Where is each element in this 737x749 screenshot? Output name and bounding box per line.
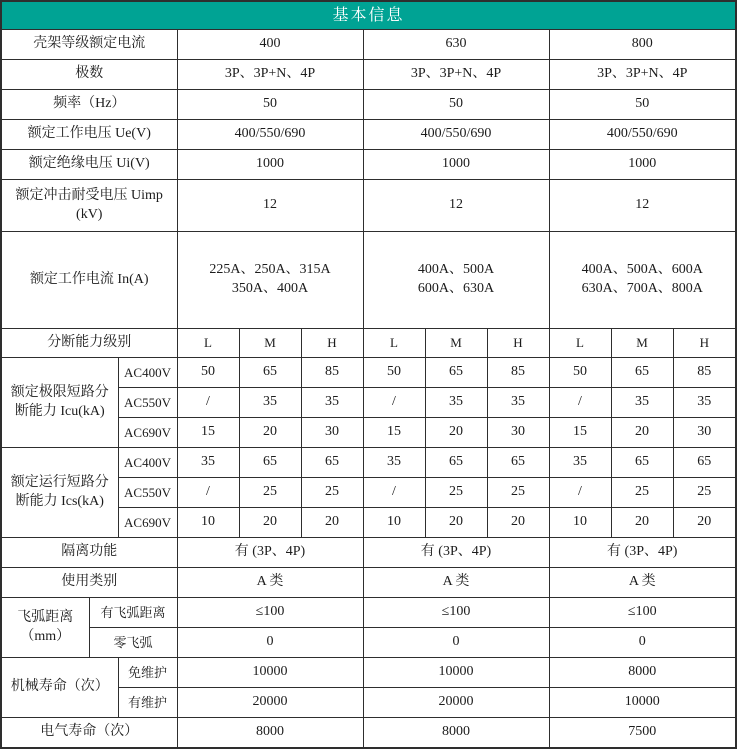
- ics-value: 65: [425, 448, 487, 478]
- ics-value: 25: [425, 478, 487, 508]
- uimp-value: 12: [177, 180, 363, 232]
- uimp-value: 12: [549, 180, 736, 232]
- level-cell: L: [177, 329, 239, 358]
- icu-value: 85: [673, 358, 736, 388]
- ics-sub-label: AC550V: [118, 478, 177, 508]
- icu-sub-label: AC550V: [118, 388, 177, 418]
- row-elec-life: [1, 718, 736, 749]
- row-mech-maintfree: [1, 658, 736, 688]
- ics-value: 65: [487, 448, 549, 478]
- in-current-value: [363, 232, 549, 329]
- row-category: [1, 568, 736, 598]
- row-label-uimp: [1, 180, 177, 232]
- ics-value: 10: [177, 508, 239, 538]
- frame-current-value: 800: [549, 30, 736, 60]
- row-label-ics: 额定运行短路分断能力 Ics(kA): [1, 448, 118, 538]
- ics-value: 65: [301, 448, 363, 478]
- icu-value: 15: [363, 418, 425, 448]
- elec-value: 8000: [363, 718, 549, 749]
- ui-value: 1000: [549, 150, 736, 180]
- icu-value: 50: [177, 358, 239, 388]
- row-label-ui: 额定绝缘电压 Ui(V): [1, 150, 177, 180]
- level-cell: H: [301, 329, 363, 358]
- row-ui: [1, 150, 736, 180]
- ics-sub-label: AC400V: [118, 448, 177, 478]
- ics-value: 65: [239, 448, 301, 478]
- ics-value: 25: [487, 478, 549, 508]
- icu-value: 35: [673, 388, 736, 418]
- ue-value: 400/550/690: [549, 120, 736, 150]
- row-frame-current: [1, 30, 736, 60]
- icu-sub-label: AC400V: [118, 358, 177, 388]
- mech-value: 8000: [549, 658, 736, 688]
- level-cell: H: [673, 329, 736, 358]
- icu-value: 15: [549, 418, 611, 448]
- level-cell: M: [611, 329, 673, 358]
- ics-value: 35: [549, 448, 611, 478]
- icu-value: 20: [425, 418, 487, 448]
- ics-sub-label: AC690V: [118, 508, 177, 538]
- row-in-current: [1, 232, 736, 329]
- in-current-value: [177, 232, 363, 329]
- row-label-in-current: 额定工作电流 In(A): [1, 232, 177, 329]
- row-frequency: [1, 90, 736, 120]
- row-uimp: [1, 180, 736, 232]
- level-cell: H: [487, 329, 549, 358]
- icu-value: /: [363, 388, 425, 418]
- arc-label-line1: 飞弧距离: [17, 609, 74, 625]
- mech-value: 10000: [549, 688, 736, 718]
- category-value: A 类: [177, 568, 363, 598]
- in-current-line: 350A、400A: [231, 281, 309, 296]
- ics-value: 20: [425, 508, 487, 538]
- icu-value: 65: [611, 358, 673, 388]
- row-isolation: [1, 538, 736, 568]
- category-value: A 类: [549, 568, 736, 598]
- icu-value: 35: [487, 388, 549, 418]
- row-label-elec-life: 电气寿命（次）: [1, 718, 177, 749]
- frame-current-value: 400: [177, 30, 363, 60]
- mech-value: 20000: [363, 688, 549, 718]
- frequency-value: 50: [363, 90, 549, 120]
- uimp-label-line2: (kV): [76, 206, 103, 222]
- mech-sub-label: 免维护: [118, 658, 177, 688]
- icu-value: /: [549, 388, 611, 418]
- row-poles: [1, 60, 736, 90]
- row-label-poles: 极数: [1, 60, 177, 90]
- arc-sub-label: 零飞弧: [89, 628, 177, 658]
- uimp-value: 12: [363, 180, 549, 232]
- elec-value: 7500: [549, 718, 736, 749]
- arc-value: ≤100: [549, 598, 736, 628]
- ics-value: /: [177, 478, 239, 508]
- uimp-label-line1: 额定冲击耐受电压 Uimp: [15, 187, 163, 203]
- ics-value: 20: [301, 508, 363, 538]
- icu-value: 35: [425, 388, 487, 418]
- title-row: [1, 1, 736, 30]
- ics-value: /: [363, 478, 425, 508]
- level-cell: L: [363, 329, 425, 358]
- icu-value: 50: [363, 358, 425, 388]
- ics-value: 20: [239, 508, 301, 538]
- ics-value: 10: [363, 508, 425, 538]
- icu-value: 15: [177, 418, 239, 448]
- poles-value: 3P、3P+N、4P: [363, 60, 549, 90]
- row-label-ue: 额定工作电压 Ue(V): [1, 120, 177, 150]
- mech-sub-label: 有维护: [118, 688, 177, 718]
- ics-value: 35: [363, 448, 425, 478]
- row-breaking-level: [1, 329, 736, 358]
- icu-value: 30: [487, 418, 549, 448]
- arc-value: ≤100: [177, 598, 363, 628]
- icu-value: 50: [549, 358, 611, 388]
- row-label-mech-life: 机械寿命（次）: [1, 658, 118, 718]
- in-current-line: 225A、250A、315A: [209, 262, 331, 278]
- icu-value: 35: [611, 388, 673, 418]
- arc-value: ≤100: [363, 598, 549, 628]
- level-cell: L: [549, 329, 611, 358]
- icu-value: 35: [239, 388, 301, 418]
- mech-value: 20000: [177, 688, 363, 718]
- arc-value: 0: [177, 628, 363, 658]
- in-current-line: 400A、500A、600A: [581, 262, 703, 278]
- icu-value: /: [177, 388, 239, 418]
- arc-sub-label: 有飞弧距离: [89, 598, 177, 628]
- ics-value: 20: [611, 508, 673, 538]
- isolation-value: 有 (3P、4P): [177, 538, 363, 568]
- row-label-breaking-level: 分断能力级别: [1, 329, 177, 358]
- icu-value: 20: [239, 418, 301, 448]
- frame-current-value: 630: [363, 30, 549, 60]
- ics-value: 25: [239, 478, 301, 508]
- ics-value: 20: [673, 508, 736, 538]
- icu-value: 30: [301, 418, 363, 448]
- ics-value: /: [549, 478, 611, 508]
- row-label-icu: 额定极限短路分断能力 Icu(kA): [1, 358, 118, 448]
- ics-value: 25: [611, 478, 673, 508]
- row-label-category: 使用类别: [1, 568, 177, 598]
- poles-value: 3P、3P+N、4P: [177, 60, 363, 90]
- isolation-value: 有 (3P、4P): [363, 538, 549, 568]
- row-icu-ac400v: [1, 358, 736, 388]
- ui-value: 1000: [177, 150, 363, 180]
- mech-value: 10000: [363, 658, 549, 688]
- icu-value: 30: [673, 418, 736, 448]
- ics-value: 65: [611, 448, 673, 478]
- ics-value: 25: [673, 478, 736, 508]
- category-value: A 类: [363, 568, 549, 598]
- arc-value: 0: [549, 628, 736, 658]
- icu-value: 85: [487, 358, 549, 388]
- in-current-line: 600A、630A: [417, 281, 495, 296]
- table-title: 基本信息: [1, 1, 736, 30]
- ics-value: 10: [549, 508, 611, 538]
- ics-value: 20: [487, 508, 549, 538]
- in-current-line: 630A、700A、800A: [581, 281, 703, 296]
- in-current-line: 400A、500A: [417, 262, 495, 278]
- mech-value: 10000: [177, 658, 363, 688]
- row-label-isolation: 隔离功能: [1, 538, 177, 568]
- icu-value: 35: [301, 388, 363, 418]
- arc-label-line2: （mm）: [20, 628, 71, 644]
- icu-value: 65: [425, 358, 487, 388]
- in-current-value: [549, 232, 736, 329]
- ics-value: 65: [673, 448, 736, 478]
- ue-value: 400/550/690: [363, 120, 549, 150]
- ics-value: 25: [301, 478, 363, 508]
- ui-value: 1000: [363, 150, 549, 180]
- level-cell: M: [425, 329, 487, 358]
- icu-value: 65: [239, 358, 301, 388]
- ics-value: 35: [177, 448, 239, 478]
- icu-value: 20: [611, 418, 673, 448]
- row-label-frequency: 频率（Hz）: [1, 90, 177, 120]
- elec-value: 8000: [177, 718, 363, 749]
- row-arc-with: [1, 598, 736, 628]
- row-ue: [1, 120, 736, 150]
- poles-value: 3P、3P+N、4P: [549, 60, 736, 90]
- ue-value: 400/550/690: [177, 120, 363, 150]
- level-cell: M: [239, 329, 301, 358]
- row-arc-zero: [1, 628, 736, 658]
- row-ics-ac400v: [1, 448, 736, 478]
- row-label-frame-current: 壳架等级额定电流: [1, 30, 177, 60]
- frequency-value: 50: [549, 90, 736, 120]
- icu-sub-label: AC690V: [118, 418, 177, 448]
- row-label-arc: [1, 598, 89, 658]
- frequency-value: 50: [177, 90, 363, 120]
- icu-value: 85: [301, 358, 363, 388]
- isolation-value: 有 (3P、4P): [549, 538, 736, 568]
- arc-value: 0: [363, 628, 549, 658]
